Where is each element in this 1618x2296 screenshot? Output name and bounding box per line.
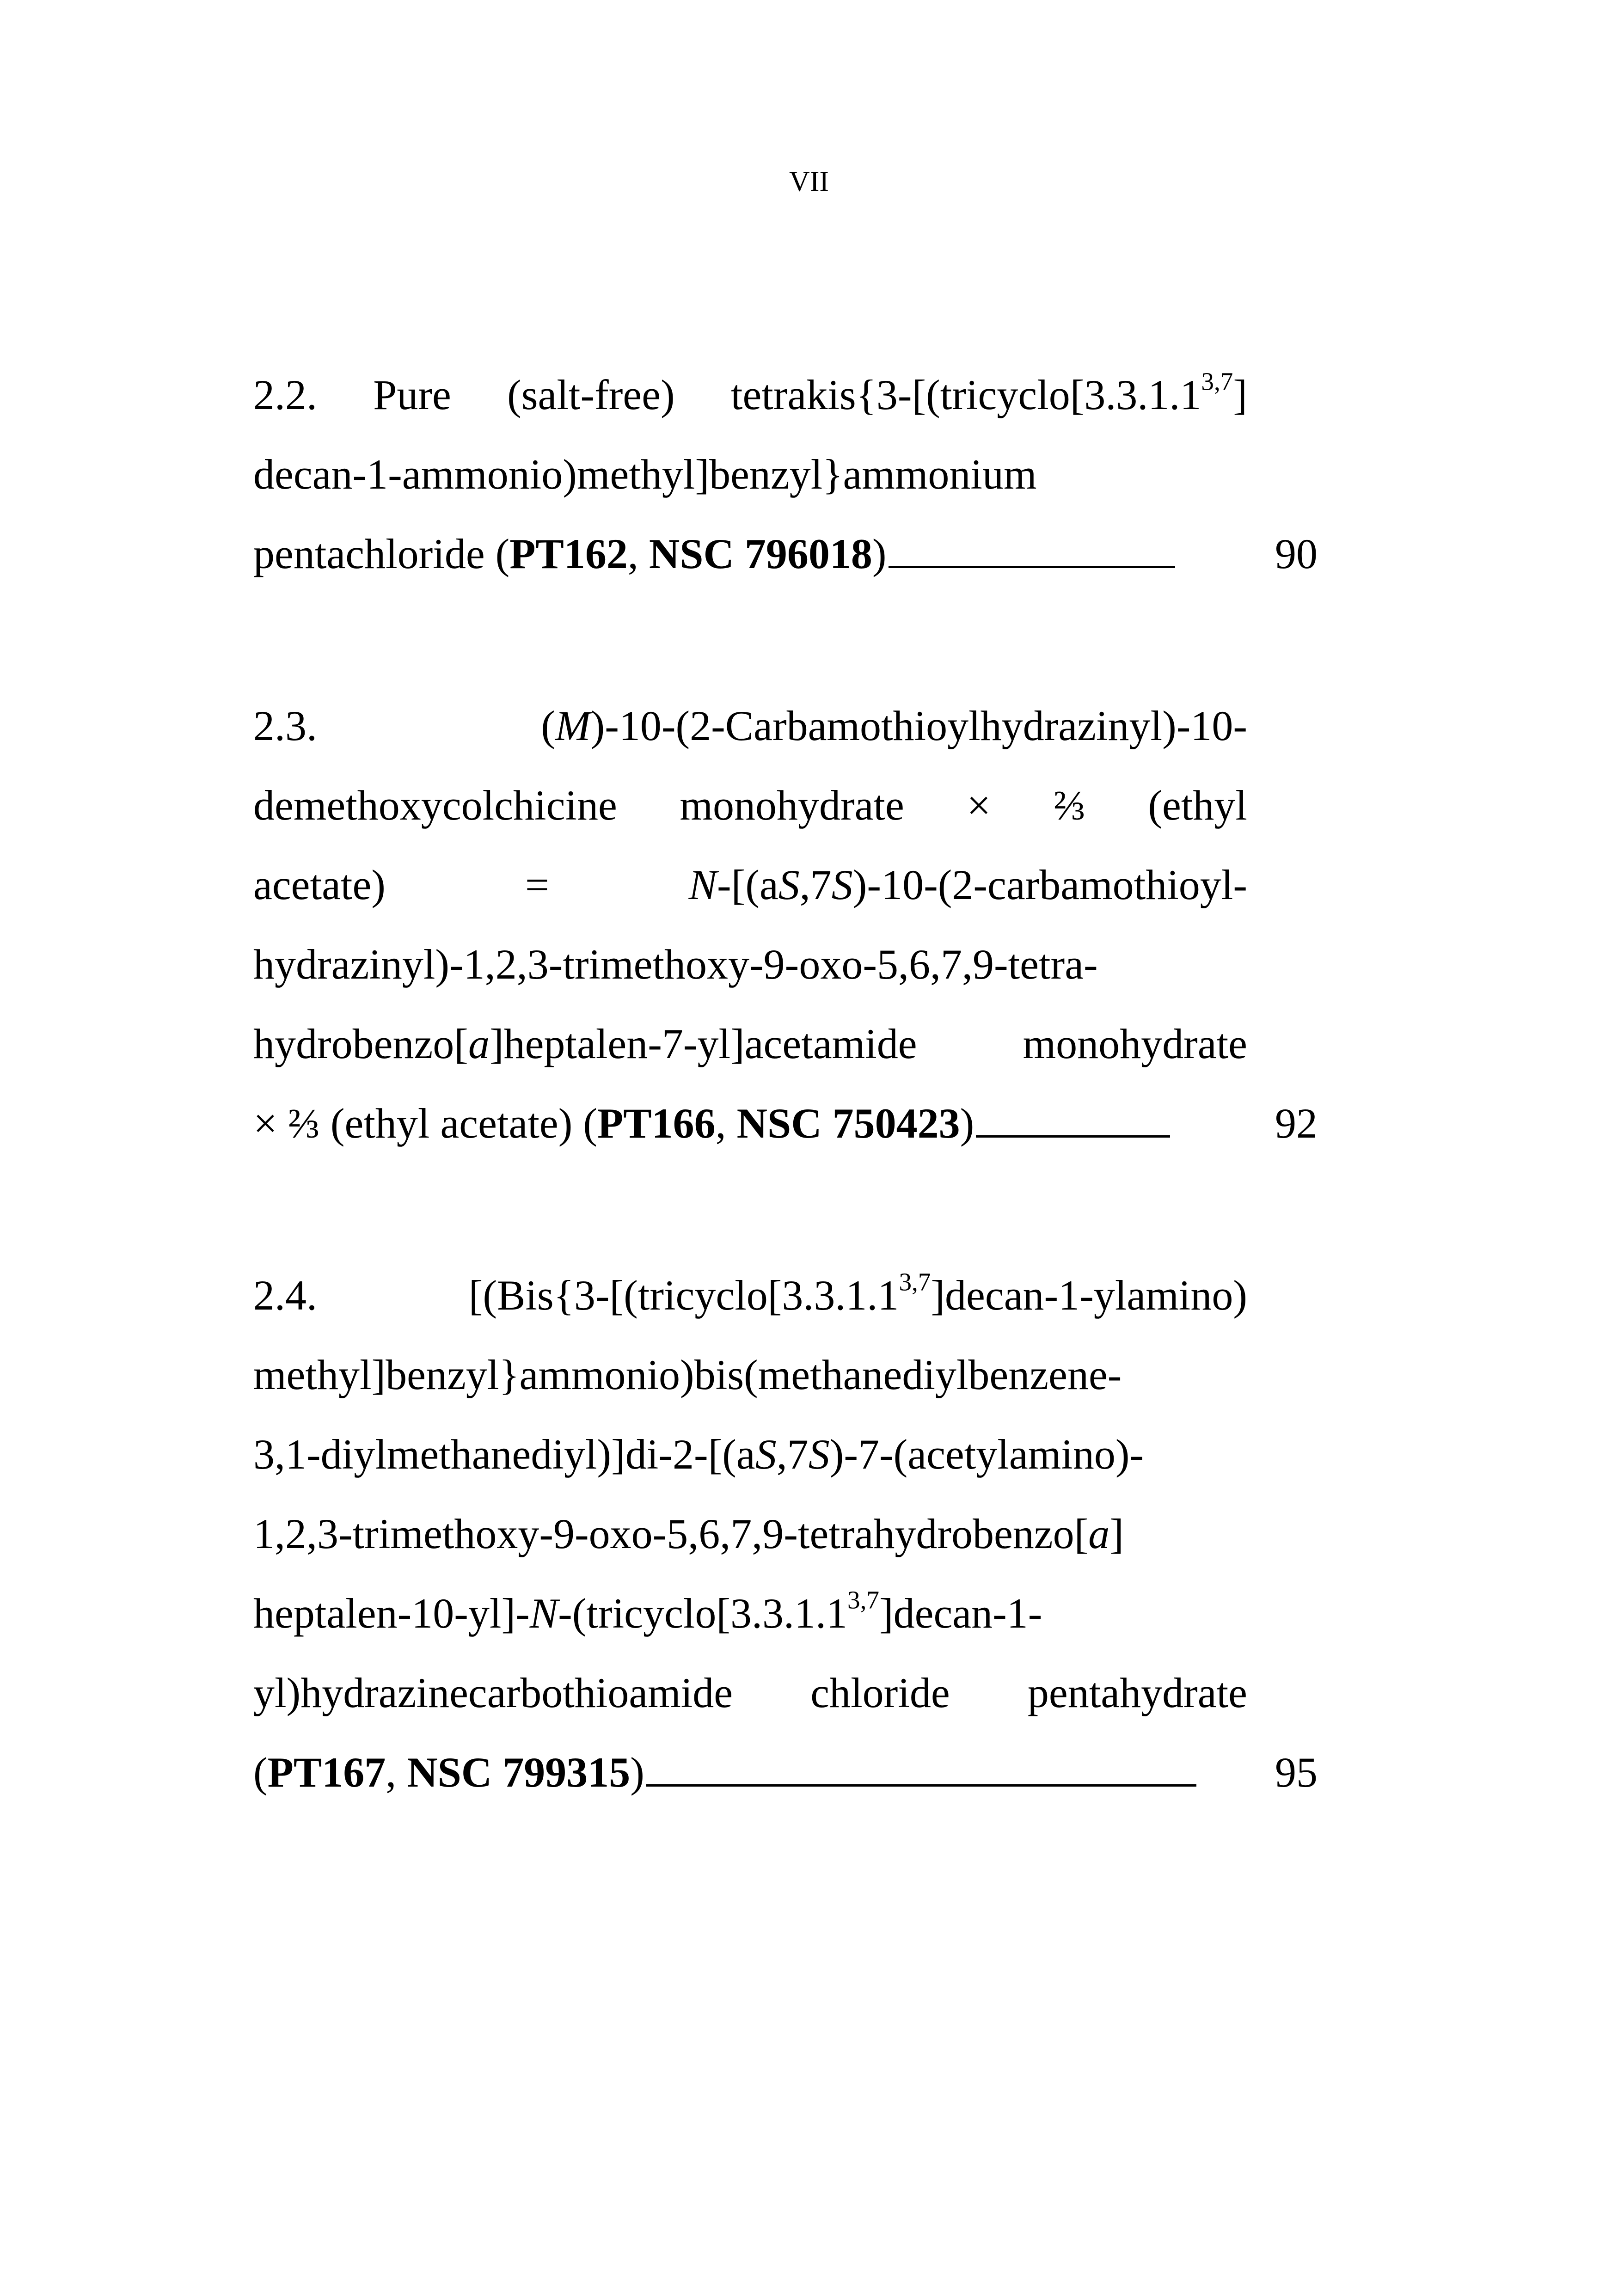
separator: , (386, 1749, 407, 1796)
compound-code: PT166 (597, 1100, 716, 1147)
entry-number: 2.3. (253, 702, 317, 749)
entry-text: )-7-(acetylamino)- (829, 1431, 1144, 1478)
italic-text: N (688, 861, 717, 908)
nsc-number: NSC 750423 (736, 1100, 960, 1147)
entry-line: decan-1-ammonio)methyl]benzyl}ammonium (253, 451, 1037, 498)
compound-code: PT167 (267, 1749, 386, 1796)
entry-line (253, 845, 1247, 925)
entry-text: ( (541, 702, 555, 749)
toc-entry-2-2 (253, 355, 1247, 594)
superscript: 3,7 (847, 1586, 879, 1614)
entry-text: × ⅔ (ethyl acetate) ( (253, 1100, 598, 1147)
entry-text: 3,1-diylmethanediyl)]di-2-[(a (253, 1431, 755, 1478)
italic-text: S (778, 861, 800, 908)
nsc-number: NSC 796018 (649, 530, 872, 577)
italic-text: S (831, 861, 853, 908)
entry-line: yl)hydrazinecarbothioamide chloride pentahydrate (253, 1669, 1247, 1716)
entry-text: -[(a (717, 861, 778, 908)
entry-line (253, 686, 1247, 765)
entry-text: ) (960, 1100, 974, 1147)
italic-text: S (808, 1431, 830, 1478)
entry-text: ,7 (776, 1431, 809, 1478)
entry-text: ] (1233, 371, 1247, 418)
entry-line (253, 1004, 1247, 1084)
italic-text: S (755, 1431, 777, 1478)
compound-code: PT162 (509, 530, 628, 577)
toc-entry-2-4 (253, 1255, 1247, 1812)
entry-line (253, 1255, 1247, 1335)
entry-text: ]decan-1-ylamino) (931, 1272, 1247, 1319)
entry-text: hydrobenzo[ (253, 1020, 468, 1067)
italic-text: a (1088, 1510, 1110, 1557)
toc-entry-2-3 (253, 686, 1247, 1163)
entry-line: demethoxycolchicine monohydrate × ⅔ (ethyl (253, 782, 1247, 829)
entry-text: ,7 (799, 861, 832, 908)
entry-text: [(Bis{3-[(tricyclo[3.3.1.1 (468, 1272, 899, 1319)
entry-text: acetate) = (253, 861, 689, 908)
page-ref: 95 (1275, 1749, 1318, 1796)
entry-text: ) (872, 530, 887, 577)
entry-text: ]heptalen-7-yl]acetamide monohydrate (489, 1020, 1247, 1067)
italic-text: a (468, 1020, 490, 1067)
separator: , (627, 530, 649, 577)
entry-text: -(tricyclo[3.3.1.1 (558, 1590, 848, 1637)
page-number: VII (789, 166, 829, 197)
entry-line (253, 514, 1247, 594)
superscript: 3,7 (1201, 367, 1233, 396)
nsc-number: NSC 799315 (407, 1749, 631, 1796)
entry-text: Pure (salt-free) tetrakis{3-[(tricyclo[3.3.1.1 (373, 371, 1201, 418)
page-ref: 92 (1275, 1100, 1318, 1147)
entry-number: 2.2. (253, 371, 317, 418)
page-ref: 90 (1275, 530, 1318, 577)
entry-text: )-10-(2-Carbamothioylhydrazinyl)-10- (590, 702, 1247, 749)
leader-line (889, 565, 1175, 568)
entry-line: hydrazinyl)-1,2,3-trimethoxy-9-oxo-5,6,7,9-tetra- (253, 941, 1098, 988)
entry-text: ] (1109, 1510, 1124, 1557)
entry-text: ( (253, 1749, 268, 1796)
entry-line (253, 355, 1247, 435)
entry-text: heptalen-10-yl]- (253, 1590, 530, 1637)
entry-text: pentachloride ( (253, 530, 510, 577)
italic-text: N (529, 1590, 558, 1637)
entry-line: methyl]benzyl}ammonio)bis(methanediylbenzene- (253, 1351, 1122, 1398)
italic-text: M (555, 702, 591, 749)
entry-line (253, 1494, 1247, 1574)
entry-line (253, 1084, 1247, 1163)
entry-text: ]decan-1- (879, 1590, 1042, 1637)
separator: , (715, 1100, 737, 1147)
entry-line (253, 1574, 1247, 1653)
entry-text: 1,2,3-trimethoxy-9-oxo-5,6,7,9-tetrahydrobenzo[ (253, 1510, 1089, 1557)
entry-line (253, 1414, 1247, 1494)
superscript: 3,7 (899, 1267, 931, 1296)
leader-line (976, 1135, 1170, 1138)
leader-line (646, 1784, 1196, 1787)
entry-text: ) (630, 1749, 644, 1796)
entry-line (253, 1733, 1247, 1812)
entry-number: 2.4. (253, 1272, 317, 1319)
entry-text: )-10-(2-carbamothioyl- (852, 861, 1247, 908)
